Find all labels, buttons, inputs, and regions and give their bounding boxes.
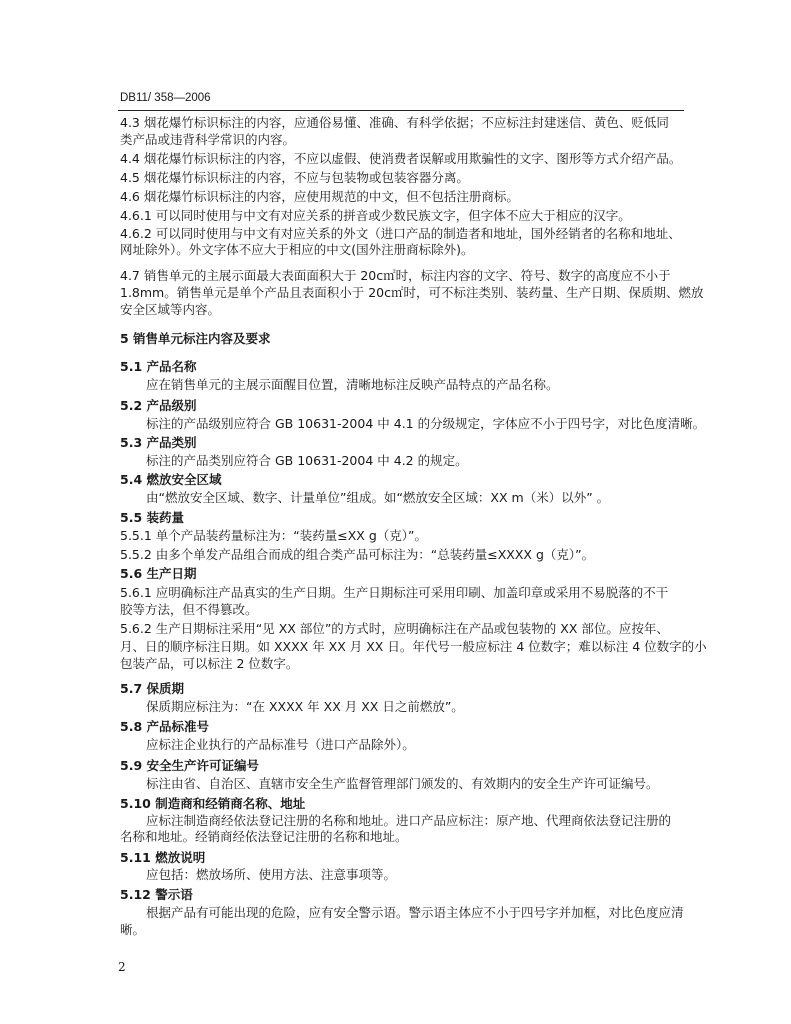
text-line: 网址除外）。外文字体不应大于相应的中文(国外注册商标除外)。 — [120, 242, 474, 257]
clause-heading: 5.11 燃放说明 — [120, 850, 206, 865]
document-code-header: DB11/ 358—2006 — [120, 92, 211, 104]
text-line: 类产品或违背科学常识的内容。 — [120, 132, 296, 147]
clause-heading: 5.9 安全生产许可证编号 — [120, 758, 259, 773]
text-line: 1.8mm。销售单元是单个产品且表面积小于 20c㎡时，可不标注类别、装药量、生产日期、保质期、燃放 — [120, 285, 704, 300]
text-line: 根据产品有可能出现的危险，应有安全警示语。警示语主体应不小于四号字并加框，对比色度应清 — [146, 905, 684, 920]
text-line: 应包括：燃放场所、使用方法、注意事项等。 — [146, 867, 397, 882]
text-line: 5.6.1 应明确标注产品真实的生产日期。生产日期标注可采用印刷、加盖印章或采用不易脱落的不干 — [120, 585, 669, 600]
clause-heading: 5.2 产品级别 — [120, 398, 197, 413]
text-line: 4.7 销售单元的主展示面最大表面面积大于 20c㎡时，标注内容的文字、符号、数字的高度应不小于 — [120, 268, 671, 283]
text-line: 应在销售单元的主展示面醒目位置，清晰地标注反映产品特点的产品名称。 — [146, 377, 559, 392]
text-line: 4.4 烟花爆竹标识标注的内容，不应以虚假、使消费者误解或用欺骗性的文字、图形等方式介绍产品。 — [120, 151, 682, 166]
text-line: 应标注制造商经依法登记注册的名称和地址。进口产品应标注：原产地、代理商依法登记注册的 — [146, 813, 672, 828]
clause-heading: 5.5 装药量 — [120, 510, 184, 525]
clause-heading: 5.7 保质期 — [120, 681, 184, 696]
clause-heading: 5.6 生产日期 — [120, 566, 197, 581]
page-number: 2 — [118, 960, 126, 974]
text-line: 4.6 烟花爆竹标识标注的内容，应使用规范的中文，但不包括注册商标。 — [120, 189, 519, 204]
text-line: 标注的产品类别应符合 GB 10631-2004 中 4.2 的规定。 — [146, 453, 468, 468]
text-line: 应标注企业执行的产品标准号（进口产品除外）。 — [146, 737, 415, 752]
clause-heading: 5.8 产品标准号 — [120, 719, 209, 734]
clause-heading: 5.4 燃放安全区域 — [120, 472, 222, 487]
text-line: 保质期应标注为：“在 XXXX 年 XX 月 XX 日之前燃放”。 — [146, 699, 464, 714]
text-line: 月、日的顺序标注日期。如 XXXX 年 XX 月 XX 日。年代号一般应标注 4 位数字；难以标注 4 位数字的小 — [120, 639, 707, 654]
text-line: 4.3 烟花爆竹标识标注的内容，应通俗易懂、准确、有科学依据；不应标注封建迷信、黄色、贬低同 — [120, 115, 669, 130]
clause-heading: 5.10 制造商和经销商名称、地址 — [120, 796, 306, 811]
text-line: 胶等方法，但不得篡改。 — [120, 602, 258, 617]
text-line: 5.5.1 单个产品装药量标注为：“装药量≤XX g（克）”。 — [120, 528, 427, 543]
clause-heading: 5.1 产品名称 — [120, 359, 197, 374]
text-line: 5.6.2 生产日期标注采用“见 XX 部位”的方式时，应明确标注在产品或包装物的 XX 部位。应按年、 — [120, 621, 669, 636]
text-line: 标注的产品级别应符合 GB 10631-2004 中 4.1 的分级规定，字体应不小于四号字，对比色度清晰。 — [146, 416, 706, 431]
text-line: 5.5.2 由多个单发产品组合而成的组合类产品可标注为：“总装药量≤XXXX g（克）”。 — [120, 547, 595, 562]
text-line: 标注由省、自治区、直辖市安全生产监督管理部门颁发的、有效期内的安全生产许可证编号。 — [146, 776, 659, 791]
text-line: 名称和地址。经销商经依法登记注册的名称和地址。 — [120, 829, 408, 844]
text-line: 晰。 — [120, 922, 146, 937]
text-line: 4.6.1 可以同时使用与中文有对应关系的拼音或少数民族文字，但字体不应大于相应的汉字。 — [120, 208, 631, 223]
text-line: 包装产品，可以标注 2 位数字。 — [120, 656, 299, 671]
text-line: 由“燃放安全区域、数字、计量单位”组成。如“燃放安全区域：XX m（米）以外” 。 — [146, 490, 610, 505]
clause-heading: 5.12 警示语 — [120, 887, 193, 902]
text-line: 安全区域等内容。 — [120, 302, 221, 317]
text-line: 4.6.2 可以同时使用与中文有对应关系的外文（进口产品的制造者和地址，国外经销者的名称和地址、 — [120, 226, 681, 241]
clause-heading: 5.3 产品类别 — [120, 435, 197, 450]
section-heading: 5 销售单元标注内容及要求 — [120, 331, 271, 346]
text-line: 4.5 烟花爆竹标识标注的内容，不应与包装物或包装容器分离。 — [120, 170, 469, 185]
